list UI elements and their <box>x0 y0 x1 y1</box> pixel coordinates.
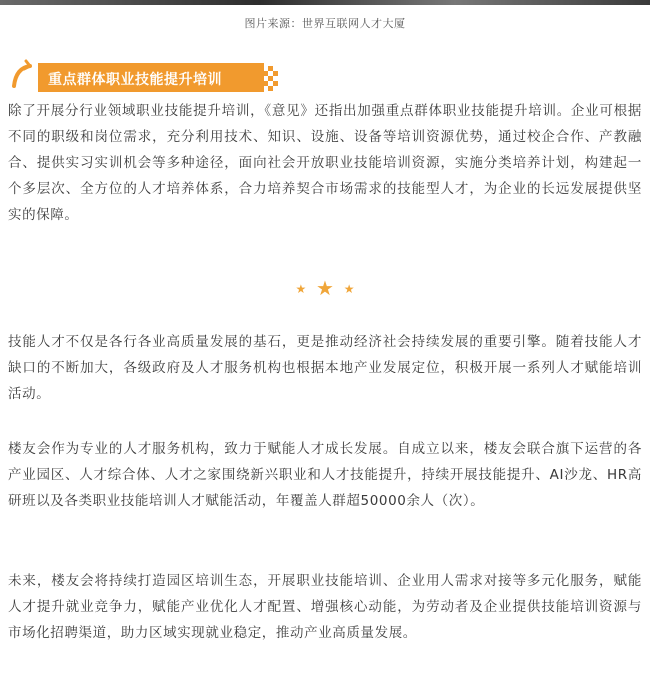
top-image-edge <box>0 0 650 5</box>
curve-arrow-icon <box>14 66 30 86</box>
star-icon: ★ <box>343 282 355 296</box>
star-icon: ★ <box>316 276 334 300</box>
section-title: 重点群体职业技能提升培训 <box>48 72 222 88</box>
paragraph-1: 除了开展分行业领域职业技能提升培训，《意见》还指出加强重点群体职业技能提升培训。企业可根据不同的职级和岗位需求，充分利用技术、知识、设施、设备等培训资源优势，通过校企合作、产教融合、提供实习实训机会等多种途径，面向社会开放职业技能培训资源，实施分类培养计划，构建起一个多层次、全方位的人才培养体系，合力培养契合市场需求的技能型人才，为企业的长远发展提供坚实的保障。 <box>8 103 642 223</box>
paragraph-2: 技能人才不仅是各行各业高质量发展的基石，更是推动经济社会持续发展的重要引擎。随着技能人才缺口的不断加大，各级政府及人才服务机构也根据本地产业发展定位，积极开展一系列人才赋能培训活动。 <box>8 334 642 402</box>
image-caption: 图片来源：世界互联网人才大厦 <box>244 17 406 30</box>
paragraph-4: 未来，楼友会将持续打造园区培训生态，开展职业技能培训、企业用人需求对接等多元化服务，赋能人才提升就业竞争力，赋能产业优化人才配置、增强核心动能，为劳动者及企业提供技能培训资源与市场化招聘渠道，助力区域实现就业稳定，推动产业高质量发展。 <box>8 573 642 641</box>
star-divider <box>0 276 650 300</box>
paragraph-3: 楼友会作为专业的人才服务机构，致力于赋能人才成长发展。自成立以来，楼友会联合旗下运营的各产业园区、人才综合体、人才之家围绕新兴职业和人才技能提升，持续开展技能提升、AI沙龙、HR高研班以及各类职业技能培训人才赋能活动，年覆盖人群超50000余人（次）。 <box>8 441 642 509</box>
star-icon: ★ <box>295 282 307 296</box>
